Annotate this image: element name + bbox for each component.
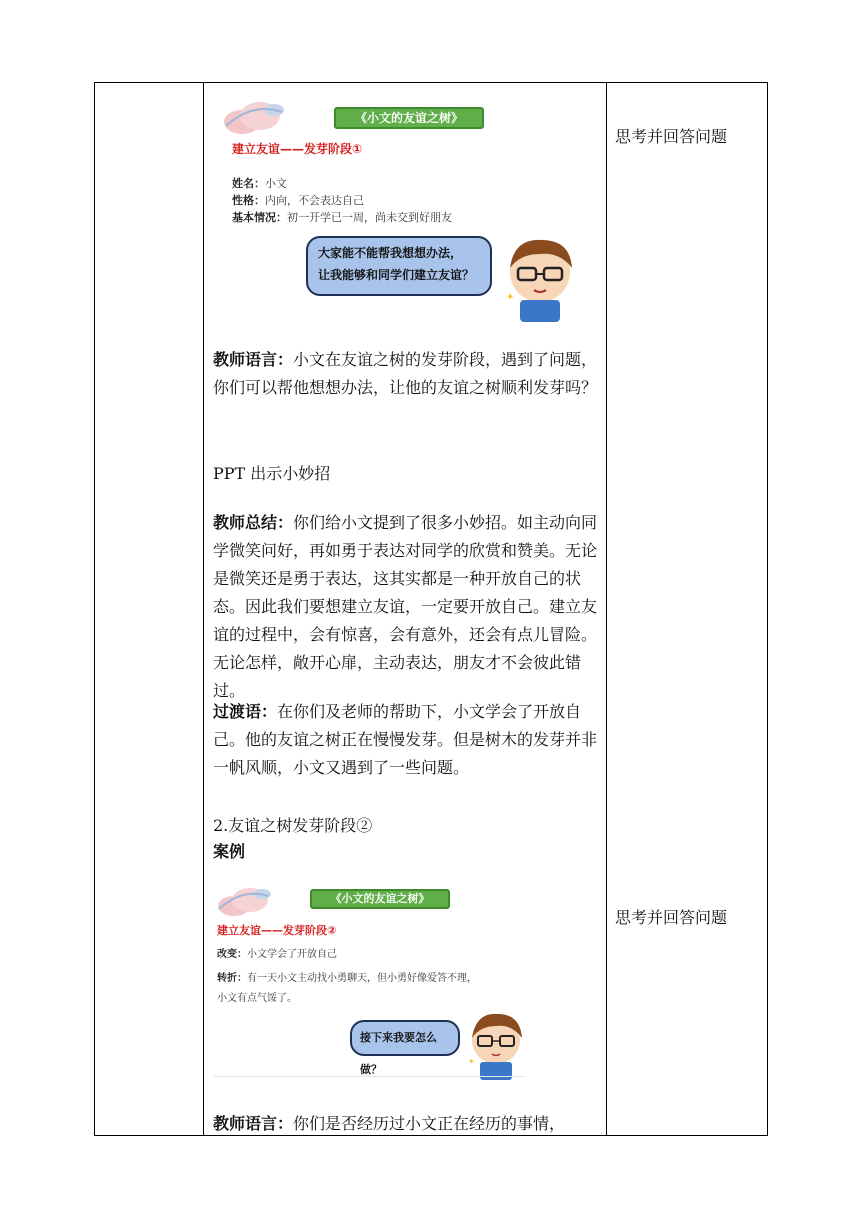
cloud-decoration-icon <box>216 884 272 918</box>
teacher-summary: 教师总结：你们给小文提到了很多小妙招。如主动向同学微笑问好，再如勇于表达对同学的欣赏和赞美。无论是微笑还是勇于表达，这其实都是一种开放自己的状态。因此我们要想建立友谊，一定要开放自己。建立友谊的过程中，会有惊喜，会有意外，还会有点儿冒险。无论怎样，敞开心扉，主动表达，朋友才不会彼此错过。 <box>213 513 598 700</box>
column-divider-2 <box>606 83 607 1135</box>
info-personality: 性格：内向，不会表达自己 <box>232 194 364 207</box>
case-label: 案例 <box>213 842 246 861</box>
teacher-talk-1: 教师语言：小文在友谊之树的发芽阶段，遇到了问题，你们可以帮他想想办法，让他的友谊之树顺利发芽吗？ <box>213 350 598 397</box>
svg-text:✦: ✦ <box>506 292 515 303</box>
cloud-decoration-icon <box>222 98 286 136</box>
info-change: 改变：小文学会了开放自己 <box>217 949 337 960</box>
slide-subtitle: 建立友谊——发芽阶段② <box>217 924 337 937</box>
info-turn: 转折：有一天小文主动找小勇聊天，但小勇好像爱答不理， <box>217 973 477 984</box>
student-activity-note-1: 思考并回答问题 <box>615 127 728 146</box>
section-heading: 2.友谊之树发芽阶段② <box>213 816 373 835</box>
slide-title: 《小文的友谊之树》 <box>310 889 450 909</box>
info-situation: 基本情况：初一开学已一周，尚未交到好朋友 <box>232 211 452 224</box>
boy-character-icon <box>466 1008 526 1080</box>
slide-bottom-edge <box>214 1076 524 1077</box>
slide-image-1 <box>214 92 594 322</box>
ppt-note: PPT 出示小妙招 <box>213 464 331 483</box>
boy-character-icon <box>500 232 580 322</box>
slide-image-2 <box>214 880 524 1080</box>
slide-title: 《小文的友谊之树》 <box>334 107 484 129</box>
info-name: 姓名：小文 <box>232 177 287 190</box>
student-activity-note-2: 思考并回答问题 <box>615 908 728 927</box>
svg-text:✦: ✦ <box>468 1057 475 1066</box>
transition-speech: 过渡语：在你们及老师的帮助下，小文学会了开放自己。他的友谊之树正在慢慢发芽。但是树木的发芽并非一帆风顺，小文又遇到了一些问题。 <box>213 702 598 777</box>
teacher-talk-2: 教师语言：你们是否经历过小文正在经历的事情， <box>213 1114 566 1133</box>
column-divider-1 <box>203 83 204 1135</box>
speech-bubble: 大家能不能帮我想想办法， 让我能够和同学们建立友谊？ <box>306 236 492 296</box>
info-turn-continued: 小文有点气馁了。 <box>217 993 297 1004</box>
slide-subtitle: 建立友谊——发芽阶段① <box>232 142 363 156</box>
speech-bubble: 接下来我要怎么做？ <box>350 1020 460 1056</box>
